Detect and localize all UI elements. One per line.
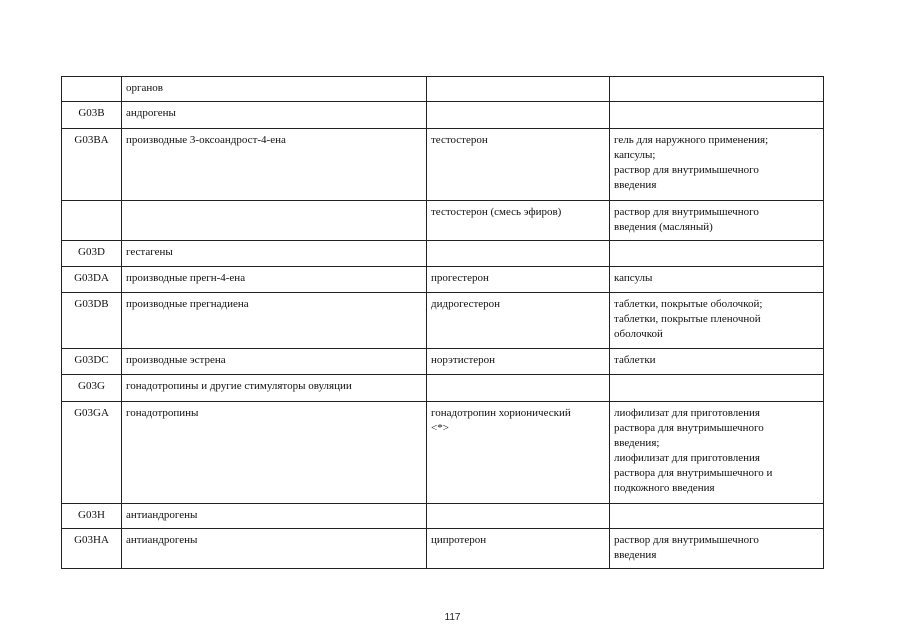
atc-code-cell: G03HA <box>62 529 122 569</box>
drug-table <box>61 76 824 569</box>
dosage-form-cell <box>610 77 824 102</box>
atc-code-cell <box>62 77 122 102</box>
dosage-form-cell: раствор для внутримышечного введения <box>610 529 824 569</box>
atc-code-cell: G03GA <box>62 402 122 504</box>
group-name-cell: гонадотропины и другие стимуляторы овуляции <box>122 375 427 402</box>
group-name-cell: антиандрогены <box>122 529 427 569</box>
dosage-form-cell <box>610 241 824 267</box>
dosage-form-cell: лиофилизат для приготовления раствора для внутримышечного введения; лиофилизат для приготовления раствора для внутримышечного и подкожного введения <box>610 402 824 504</box>
group-name-cell <box>122 201 427 241</box>
atc-code-cell: G03BA <box>62 129 122 201</box>
substance-cell <box>427 102 610 129</box>
dosage-form-cell: таблетки <box>610 349 824 375</box>
page-number: 117 <box>444 612 461 623</box>
table-row <box>62 349 824 375</box>
table-row <box>62 77 824 102</box>
table-row <box>62 201 824 241</box>
group-name-cell: антиандрогены <box>122 504 427 529</box>
dosage-form-cell: капсулы <box>610 267 824 293</box>
table-row <box>62 102 824 129</box>
group-name-cell: производные 3-оксоандрост-4-ена <box>122 129 427 201</box>
substance-cell <box>427 77 610 102</box>
substance-cell: ципротерон <box>427 529 610 569</box>
atc-code-cell: G03D <box>62 241 122 267</box>
group-name-cell: органов <box>122 77 427 102</box>
atc-code-cell: G03G <box>62 375 122 402</box>
atc-code-cell <box>62 201 122 241</box>
atc-code-cell: G03DB <box>62 293 122 349</box>
group-name-cell: производные эстрена <box>122 349 427 375</box>
group-name-cell: производные прегнадиена <box>122 293 427 349</box>
table-row <box>62 293 824 349</box>
group-name-cell: гонадотропины <box>122 402 427 504</box>
substance-cell: гонадотропин хорионический <*> <box>427 402 610 504</box>
substance-cell <box>427 504 610 529</box>
substance-cell: прогестерон <box>427 267 610 293</box>
table-row <box>62 402 824 504</box>
table-row <box>62 267 824 293</box>
dosage-form-cell: таблетки, покрытые оболочкой; таблетки, покрытые пленочной оболочкой <box>610 293 824 349</box>
substance-cell <box>427 375 610 402</box>
table-row <box>62 129 824 201</box>
substance-cell: норэтистерон <box>427 349 610 375</box>
substance-cell: дидрогестерон <box>427 293 610 349</box>
table-row <box>62 241 824 267</box>
substance-cell: тестостерон (смесь эфиров) <box>427 201 610 241</box>
atc-code-cell: G03B <box>62 102 122 129</box>
dosage-form-cell: гель для наружного применения; капсулы; раствор для внутримышечного введения <box>610 129 824 201</box>
dosage-form-cell: раствор для внутримышечного введения (масляный) <box>610 201 824 241</box>
table-row <box>62 375 824 402</box>
dosage-form-cell <box>610 375 824 402</box>
group-name-cell: гестагены <box>122 241 427 267</box>
atc-code-cell: G03H <box>62 504 122 529</box>
table-row <box>62 504 824 529</box>
group-name-cell: производные прегн-4-ена <box>122 267 427 293</box>
group-name-cell: андрогены <box>122 102 427 129</box>
dosage-form-cell <box>610 504 824 529</box>
substance-cell <box>427 241 610 267</box>
table-row <box>62 529 824 569</box>
atc-code-cell: G03DC <box>62 349 122 375</box>
atc-code-cell: G03DA <box>62 267 122 293</box>
substance-cell: тестостерон <box>427 129 610 201</box>
dosage-form-cell <box>610 102 824 129</box>
